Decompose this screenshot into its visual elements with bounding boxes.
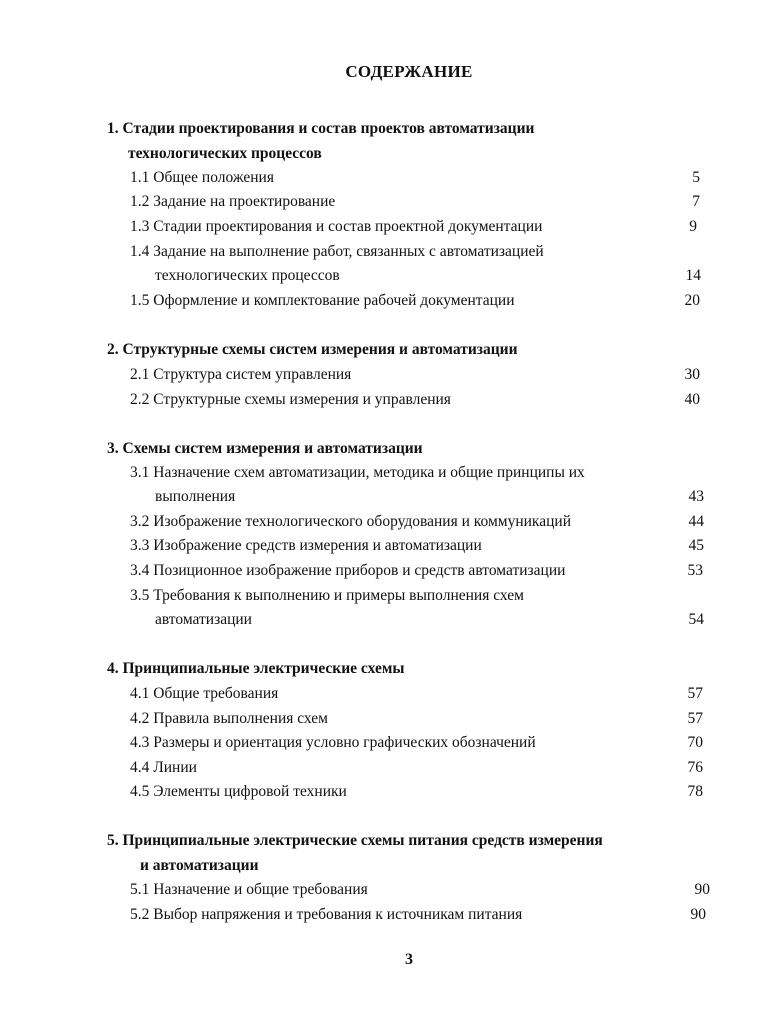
section-5-heading-cont: и автоматизации	[140, 857, 259, 874]
toc-page-1-1: 5	[692, 169, 700, 186]
section-1-heading-cont: технологических процессов	[128, 145, 322, 162]
section-1-heading: 1. Стадии проектирования и состав проектов автоматизации	[107, 120, 535, 137]
page-title: СОДЕРЖАНИЕ	[345, 62, 473, 81]
toc-item-3-2: 3.2 Изображение технологического оборудования и коммуникаций	[130, 513, 571, 530]
section-3-heading: 3. Схемы систем измерения и автоматизации	[107, 440, 423, 457]
toc-page-4-3: 70	[687, 734, 703, 751]
toc-page-4-1: 57	[687, 685, 703, 702]
toc-page-1-2: 7	[692, 193, 700, 210]
section-4-heading: 4. Принципиальные электрические схемы	[107, 660, 405, 677]
page-number: 3	[405, 951, 413, 968]
toc-item-3-5-cont: автоматизации	[155, 611, 252, 628]
toc-item-4-5: 4.5 Элементы цифровой техники	[130, 783, 347, 800]
toc-page-5-1: 90	[694, 881, 710, 898]
toc-page-4-4: 76	[687, 759, 703, 776]
toc-page-1-5: 20	[684, 292, 700, 309]
toc-page-1-3: 9	[689, 218, 697, 235]
toc-item-3-1: 3.1 Назначение схем автоматизации, методика и общие принципы их	[130, 464, 585, 481]
section-5-heading: 5. Принципиальные электрические схемы питания средств измерения	[107, 832, 603, 849]
toc-item-2-2: 2.2 Структурные схемы измерения и управления	[130, 391, 451, 408]
toc-item-2-1: 2.1 Структура систем управления	[130, 366, 352, 383]
toc-item-1-1: 1.1 Общее положения	[130, 169, 274, 186]
toc-item-3-1-cont: выполнения	[155, 488, 236, 505]
toc-item-1-4-cont: технологических процессов	[155, 267, 340, 284]
toc-item-3-4: 3.4 Позиционное изображение приборов и средств автоматизации	[130, 562, 566, 579]
toc-page-2-2: 40	[684, 391, 700, 408]
toc-page-3-5: 54	[688, 611, 704, 628]
toc-page-4-2: 57	[687, 710, 703, 727]
toc-page-4-5: 78	[687, 783, 703, 800]
toc-item-1-3: 1.3 Стадии проектирования и состав проектной документации	[130, 218, 543, 235]
toc-page-5-2: 90	[690, 906, 706, 923]
toc-item-4-4: 4.4 Линии	[130, 759, 197, 776]
toc-item-5-2: 5.2 Выбор напряжения и требования к источникам питания	[130, 906, 523, 923]
toc-item-3-5: 3.5 Требования к выполнению и примеры выполнения схем	[130, 587, 524, 604]
toc-item-4-3: 4.3 Размеры и ориентация условно графических обозначений	[130, 734, 536, 751]
toc-item-5-1: 5.1 Назначение и общие требования	[130, 881, 368, 898]
toc-item-4-2: 4.2 Правила выполнения схем	[130, 710, 328, 727]
toc-page-3-2: 44	[688, 513, 704, 530]
toc-page-1-4: 14	[685, 267, 701, 284]
toc-item-1-4: 1.4 Задание на выполнение работ, связанных с автоматизацией	[130, 243, 544, 260]
toc-page-3-3: 45	[688, 537, 704, 554]
toc-item-4-1: 4.1 Общие требования	[130, 685, 279, 702]
toc-page-3-1: 43	[688, 488, 704, 505]
toc-item-3-3: 3.3 Изображение средств измерения и автоматизации	[130, 537, 482, 554]
toc-page-2-1: 30	[684, 366, 700, 383]
toc-item-1-5: 1.5 Оформление и комплектование рабочей документации	[130, 292, 515, 309]
toc-page-3-4: 53	[687, 562, 703, 579]
section-2-heading: 2. Структурные схемы систем измерения и автоматизации	[107, 341, 518, 358]
toc-item-1-2: 1.2 Задание на проектирование	[130, 193, 336, 210]
